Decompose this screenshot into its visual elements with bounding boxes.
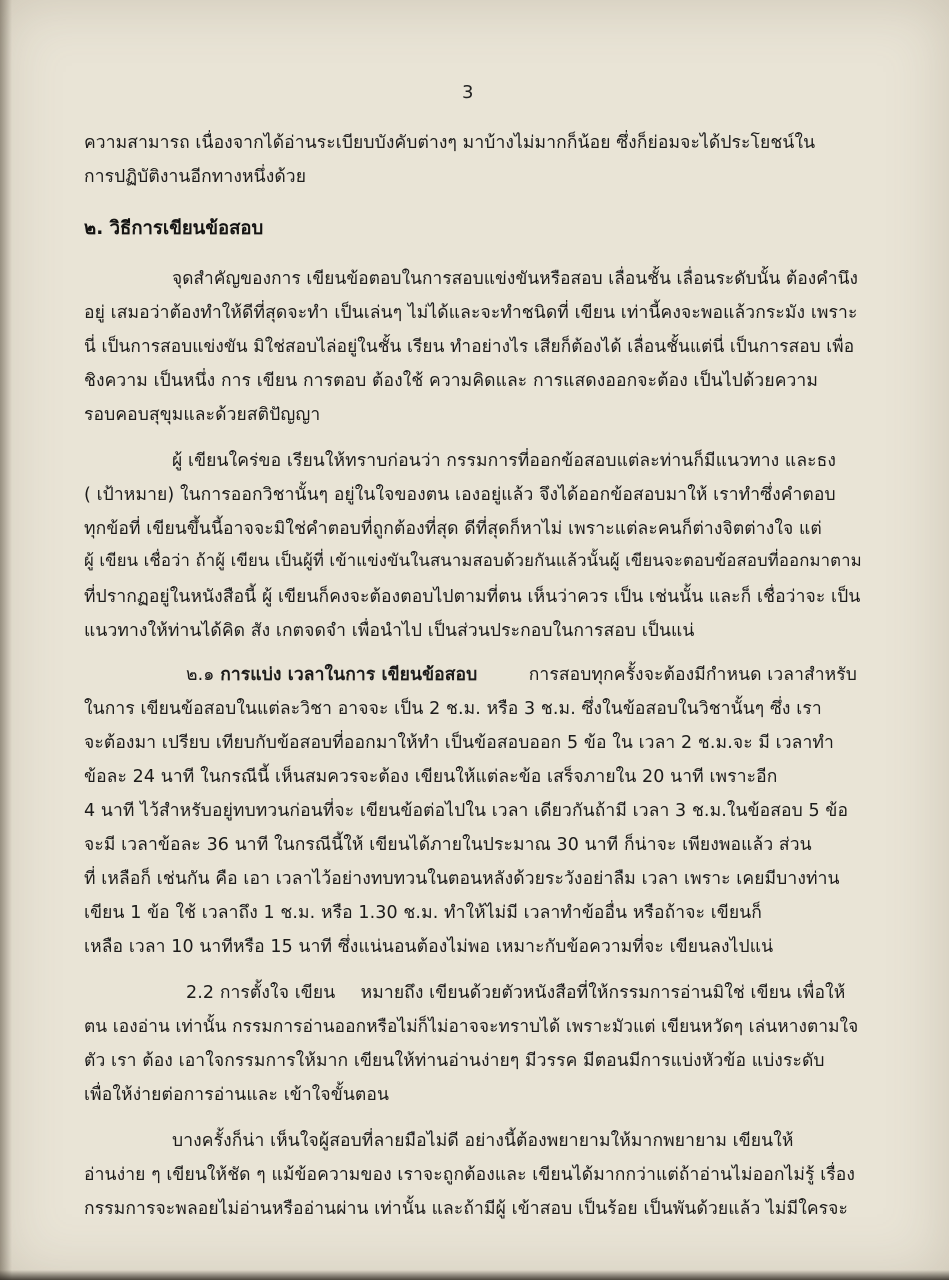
intro-line-1: ความสามารถ เนื่องจากได้อ่านระเบียบบังคับต่างๆ มาบ้างไม่มากก็น้อย ซึ่งก็ย่อมจะได้ประโยชน์ใน <box>84 133 816 153</box>
subsection-1-line-1: ในการ เขียนข้อสอบในแต่ละวิชา อาจจะ เป็น 2 ช.ม. หรือ 3 ช.ม. ซึ่งในข้อสอบในวิชานั้นๆ ซึ่ง เรา <box>84 699 822 719</box>
subsection-1-line-7: เขียน 1 ข้อ ใช้ เวลาถึง 1 ช.ม. หรือ 1.30 ช.ม. ทำให้ไม่มี เวลาทำข้ออื่น หรือถ้าจะ เขียนก็ <box>84 903 762 923</box>
last-paragraph-line-1: บางครั้งก็น่า เห็นใจผู้สอบที่ลายมือไม่ดี อย่างนี้ต้องพยายามให้มากพยายาม เขียนให้ <box>172 1131 794 1151</box>
intro-line-2: การปฏิบัติงานอีกทางหนึ่งด้วย <box>84 167 307 187</box>
subsection-2-line-1: ตน เองอ่าน เท่านั้น กรรมการอ่านออกหรือไม่ก็ไม่อาจจะทราบได้ เพราะมัวแต่ เขียนหวัดๆ เล่นหางตามใจ <box>84 1017 859 1037</box>
subsection-1-title: การแบ่ง เวลาในการ เขียนข้อสอบ <box>220 665 478 685</box>
section-heading: ๒. วิธีการเขียนข้อสอบ <box>84 218 264 239</box>
paragraph2-line-5: ที่ปรากฏอยู่ในหนังสือนี้ ผู้ เขียนก็คงจะต้องตอบไปตามที่ตน เห็นว่าควร เป็น เช่นนั้น และก็ เชื่อว่าจะ เป็น <box>84 587 861 607</box>
subsection-1-line-8: เหลือ เวลา 10 นาทีหรือ 15 นาที ซึ่งแน่นอนต้องไม่พอ เหมาะกับข้อความที่จะ เขียนลงไปแน่ <box>84 937 774 957</box>
subsection-2-number: 2.2 <box>186 983 215 1003</box>
paragraph1-line-3: นี่ เป็นการสอบแข่งขัน มิใช่สอบไล่อยู่ในชั้น เรียน ทำอย่างไร เสียก็ต้องได้ เลื่อนชั้นแต่นี่ เป็นการสอบ เพื่อ <box>84 337 855 357</box>
subsection-1-first-line <box>186 660 857 688</box>
paragraph1-line-1: จุดสำคัญของการ เขียนข้อตอบในการสอบแข่งขันหรือสอบ เลื่อนชั้น เลื่อนระดับนั้น ต้องคำนึง <box>172 269 859 289</box>
paragraph2-line-3: ทุกข้อที่ เขียนขึ้นนี้อาจจะมิใช่คำตอบที่ถูกต้องที่สุด ดีที่สุดก็หาไม่ เพราะแต่ละคนก็ต่างจิตต่างใจ แต่ <box>84 519 822 539</box>
paragraph1-line-5: รอบคอบสุขุมและด้วยสติปัญญา <box>84 405 321 425</box>
paragraph2-line-1: ผู้ เขียนใคร่ขอ เรียนให้ทราบก่อนว่า กรรมการที่ออกข้อสอบแต่ละท่านก็มีแนวทาง และธง <box>172 451 837 471</box>
subsection-1-first-line-rest: การสอบทุกครั้งจะต้องมีกำหนด เวลาสำหรับ <box>528 665 857 685</box>
subsection-1-line-2: จะต้องมา เปรียบ เทียบกับข้อสอบที่ออกมาให้ทำ เป็นข้อสอบออก 5 ข้อ ใน เวลา 2 ช.ม.จะ มี เวลาทำ <box>84 733 834 753</box>
paragraph2-line-6: แนวทางให้ท่านได้คิด สัง เกตจดจำ เพื่อนำไป เป็นส่วนประกอบในการสอบ เป็นแน่ <box>84 621 695 641</box>
subsection-2-first-line <box>186 978 845 1006</box>
page-edge-shadow <box>0 0 12 1280</box>
paragraph1-line-4: ชิงความ เป็นหนึ่ง การ เขียน การตอบ ต้องใช้ ความคิดและ การแสดงออกจะต้อง เป็นไปด้วยความ <box>84 371 818 391</box>
subsection-2-first-line-rest: หมายถึง เขียนด้วยตัวหนังสือที่ให้กรรมการอ่านมิใช่ เขียน เพื่อให้ <box>360 983 846 1003</box>
subsection-1-number: ๒.๑ <box>186 665 215 685</box>
paragraph1-line-2: อยู่ เสมอว่าต้องทำให้ดีที่สุดจะทำ เป็นเล่นๆ ไม่ได้และจะทำชนิดที่ เขียน เท่านี้คงจะพอแล้วกระมัง เพราะ <box>84 303 858 323</box>
page-bottom-shadow <box>0 1270 949 1280</box>
last-paragraph-line-3: กรรมการจะพลอยไม่อ่านหรืออ่านผ่าน เท่านั้น และถ้ามีผู้ เข้าสอบ เป็นร้อย เป็นพันด้วยแล้ว ไม่มีใครจะ <box>84 1199 849 1219</box>
paragraph2-line-4: ผู้ เขียน เชื่อว่า ถ้าผู้ เขียน เป็นผู้ที่ เข้าแข่งขันในสนามสอบด้วยกันแล้วนั้นผู้ เขียนจะตอบข้อสอบที่ออกมาตาม <box>84 550 862 570</box>
subsection-2-title: การตั้งใจ เขียน <box>219 983 336 1003</box>
paragraph2-line-2: ( เป้าหมาย) ในการออกวิชานั้นๆ อยู่ในใจของตน เองอยู่แล้ว จึงได้ออกข้อสอบมาให้ เราทำซึ่งคำตอบ <box>84 485 836 505</box>
subsection-1-line-3: ข้อละ 24 นาที ในกรณีนี้ เห็นสมควรจะต้อง เขียนให้แต่ละข้อ เสร็จภายใน 20 นาที เพราะอีก <box>84 767 778 787</box>
page-number: 3 <box>462 82 474 103</box>
subsection-2-line-2: ตัว เรา ต้อง เอาใจกรรมการให้มาก เขียนให้ท่านอ่านง่ายๆ มีวรรค มีตอนมีการแบ่งหัวข้อ แบ่งระดับ <box>84 1051 825 1071</box>
subsection-1-line-5: จะมี เวลาข้อละ 36 นาที ในกรณีนี้ให้ เขียนได้ภายในประมาณ 30 นาที ก็น่าจะ เพียงพอแล้ว ส่วน <box>84 835 812 855</box>
last-paragraph-line-2: อ่านง่าย ๆ เขียนให้ชัด ๆ แม้ข้อความของ เราจะถูกต้องและ เขียนได้มากกว่าแต่ถ้าอ่านไม่ออกไม่รู้ เรื่อง <box>84 1165 856 1185</box>
subsection-2-line-3: เพื่อให้ง่ายต่อการอ่านและ เข้าใจขั้นตอน <box>84 1085 390 1105</box>
subsection-1-line-6: ที่ เหลือก็ เช่นกัน คือ เอา เวลาไว้อย่างทบทวนในตอนหลังด้วยระวังอย่าลืม เวลา เพราะ เคยมีบางท่าน <box>84 869 840 889</box>
subsection-1-line-4: 4 นาที ไว้สำหรับอยู่ทบทวนก่อนที่จะ เขียนข้อต่อไปใน เวลา เดียวกันถ้ามี เวลา 3 ช.ม.ในข้อสอบ 5 ข้อ <box>84 801 849 821</box>
